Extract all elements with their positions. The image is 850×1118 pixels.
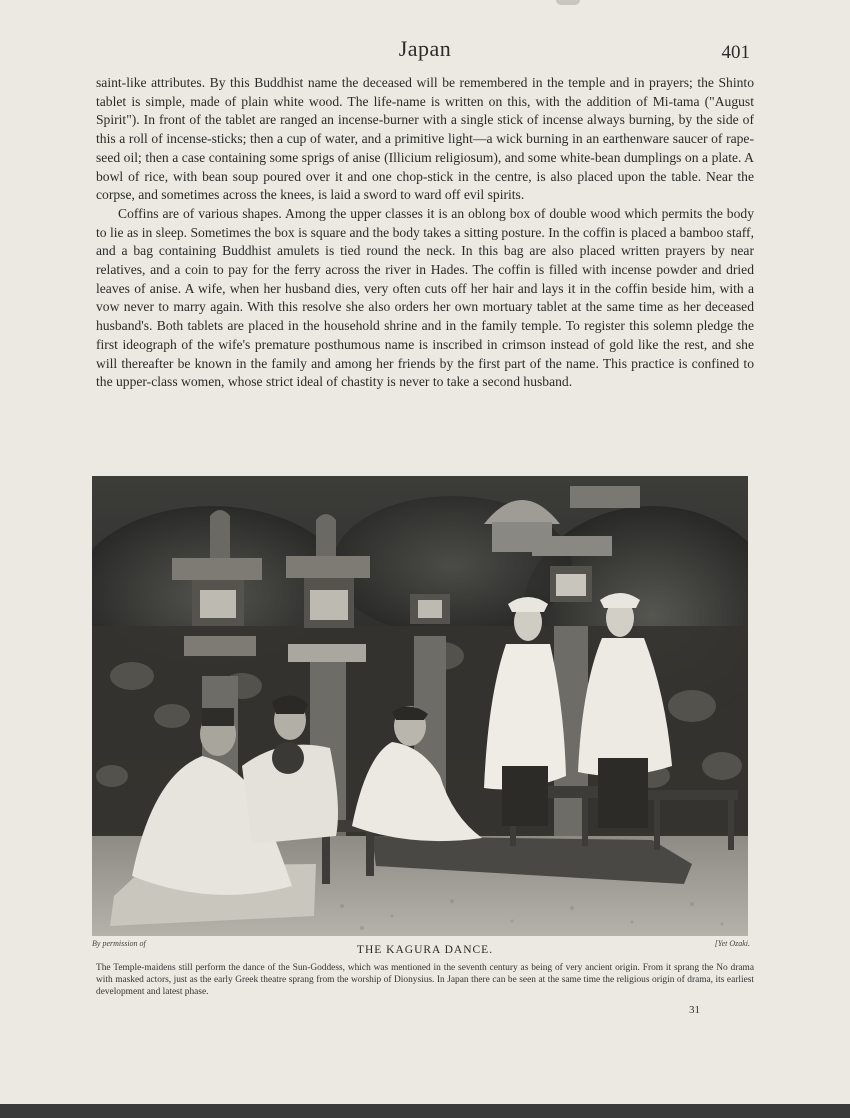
- signature-mark: 31: [689, 1004, 700, 1016]
- photo-credit-left: By permission of: [92, 939, 146, 948]
- page-number: 401: [721, 42, 750, 63]
- figure-title: THE KAGURA DANCE.: [356, 944, 494, 956]
- scan-bottom-edge: [0, 1104, 850, 1118]
- running-header-title: Japan: [398, 36, 452, 61]
- figure-caption: The Temple-maidens still perform the dance of the Sun-Goddess, which was mentioned in the seventh century as being of very ancient origin. From it sprang the No drama with masked actors, just as the early Greek theatre sprang from the worship of Dionysius. In Japan there can be seen at the same time the religious origin of drama, its earliest development and latest phase.: [96, 963, 754, 998]
- kagura-dance-photograph: [92, 476, 748, 936]
- page-edge-mark: [556, 0, 580, 5]
- body-text: [96, 74, 754, 392]
- paragraph-2: Coffins are of various shapes. Among the upper classes it is an oblong box of double wood which permits the body to lie as in sleep. Sometimes the box is square and the body takes a sitting posture. In the coffin is placed a bamboo staff, and a bag containing Buddhist amulets is tied round the neck. In this bag are also placed written prayers by near relatives, and a coin to pay for the ferry across the river in Hades. The coffin is filled with incense powder and dried leaves of anise. A wife, when her husband dies, very often cuts off her hair and lays it in the coffin beside him, with a vow never to marry again. With this resolve she also orders her own mortuary tablet at the same time as her deceased husband's. Both tablets are placed in the household shrine and in the family temple. To register this solemn pledge the first ideograph of the wife's premature posthumous name is inscribed in crimson instead of gold like the rest, and she will thereafter be known in the family and among her friends by the first part of the name. This practice is confined to the upper-class women, whose strict ideal of chastity is never to take a second husband.: [96, 205, 754, 390]
- paragraph-1: saint-like attributes. By this Buddhist name the deceased will be remembered in the temple and in prayers; the Shinto tablet is simple, made of plain white wood. The life-name is written on this, with the addition of Mi-tama ("August Spirit"). In front of the tablet are ranged an incense-burner with a single stick of incense always burning, by the side of this a roll of incense-sticks; then a cup of water, and a primitive light—a wick burning in an earthenware saucer of rape-seed oil; then a case containing some sprigs of anise (Illicium religiosum), and some white-bean dumplings on a plate. A bowl of rice, with bean soup poured over it and one chop-stick in the centre, is also placed upon the table. Near the corpse, and sometimes across the knees, is laid a sword to ward off evil spirits.: [96, 75, 754, 203]
- photo-credit-right: [Yet Ozaki.: [714, 939, 750, 948]
